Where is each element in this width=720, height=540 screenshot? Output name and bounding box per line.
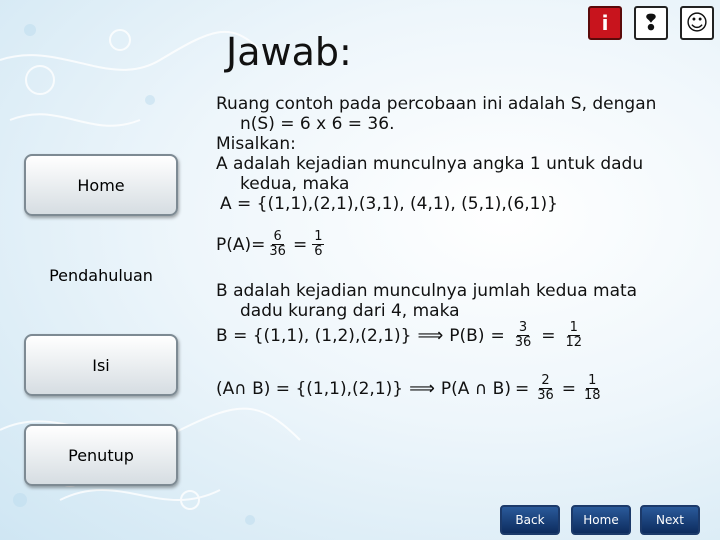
content-line: A adalah kejadian munculnya angka 1 untuk dadu [216, 154, 644, 174]
content-line: A = {(1,1),(2,1),(3,1), (4,1), (5,1),(6,1)} [220, 194, 558, 214]
answer-content [216, 94, 696, 403]
pb-label: P(B) [449, 325, 485, 346]
pb-fraction-1 [513, 321, 534, 350]
info-icon[interactable]: i [588, 6, 622, 40]
pa-fraction-2 [312, 230, 324, 259]
probability-a [216, 230, 696, 259]
pb-frac1-num: 3 [518, 320, 528, 335]
nav-pendahuluan-label: Pendahuluan [49, 265, 153, 285]
probability-ab [216, 374, 696, 403]
pab-equals-1: = [514, 378, 530, 399]
nav-penutup-label: Penutup [68, 445, 134, 465]
next-label: Next [656, 513, 684, 527]
home-label: Home [583, 513, 619, 527]
pb-equals-2: = [541, 325, 556, 346]
pab-label: P(A ∩ B) [440, 378, 511, 399]
pa-frac2-den: 6 [314, 244, 323, 259]
nav-isi-label: Isi [92, 355, 110, 375]
content-line: Ruang contoh pada percobaan ini adalah S, dengan [216, 94, 657, 114]
next-button[interactable] [640, 505, 700, 535]
content-line: Misalkan: [216, 134, 296, 154]
pa-fraction [267, 230, 288, 259]
pab-fraction-2 [582, 374, 603, 403]
pab-equals-2: = [561, 378, 577, 399]
page-title: Jawab: [226, 30, 352, 74]
face-icon[interactable]: ☺ [680, 6, 714, 40]
b-set: B = {(1,1), (1,2),(2,1)} [216, 325, 412, 346]
content-line: dadu kurang dari 4, maka [240, 301, 460, 321]
pa-frac1-num: 6 [273, 229, 282, 244]
pab-frac1-den: 36 [537, 388, 554, 403]
content-line: n(S) = 6 x 6 = 36. [240, 114, 395, 134]
pab-frac2-den: 18 [584, 388, 601, 403]
implies-arrow-icon: ⟹ [409, 377, 435, 399]
pa-equals: = [292, 234, 308, 255]
top-toolbar [588, 6, 714, 40]
pab-frac1-num: 2 [541, 373, 550, 388]
pb-frac2-num: 1 [569, 320, 578, 335]
nav-home-button[interactable] [24, 154, 178, 216]
pa-frac1-den: 36 [269, 244, 286, 259]
home-button[interactable] [571, 505, 631, 535]
pab-fraction-1 [535, 374, 556, 403]
pb-frac1-den: 36 [514, 335, 532, 350]
ab-set: (A∩ B) = {(1,1),(2,1)} [216, 378, 404, 399]
nav-penutup-button[interactable] [24, 424, 178, 486]
pb-fraction-2 [564, 321, 585, 350]
back-label: Back [515, 513, 545, 527]
probability-b [216, 321, 696, 350]
content-line: B adalah kejadian munculnya jumlah kedua mata [216, 281, 638, 301]
pb-frac2-den: 12 [565, 335, 583, 350]
question-icon[interactable]: ❢ [634, 6, 668, 40]
implies-arrow-icon: ⟹ [417, 324, 444, 346]
nav-home-label: Home [77, 175, 125, 195]
nav-isi-button[interactable] [24, 334, 178, 396]
back-button[interactable] [500, 505, 560, 535]
content-line: kedua, maka [240, 174, 350, 194]
pb-equals-1: = [490, 325, 505, 346]
pa-label: P(A)= [216, 234, 266, 255]
nav-pendahuluan-button[interactable] [24, 244, 178, 306]
pa-frac2-num: 1 [314, 229, 323, 244]
pab-frac2-num: 1 [588, 373, 597, 388]
